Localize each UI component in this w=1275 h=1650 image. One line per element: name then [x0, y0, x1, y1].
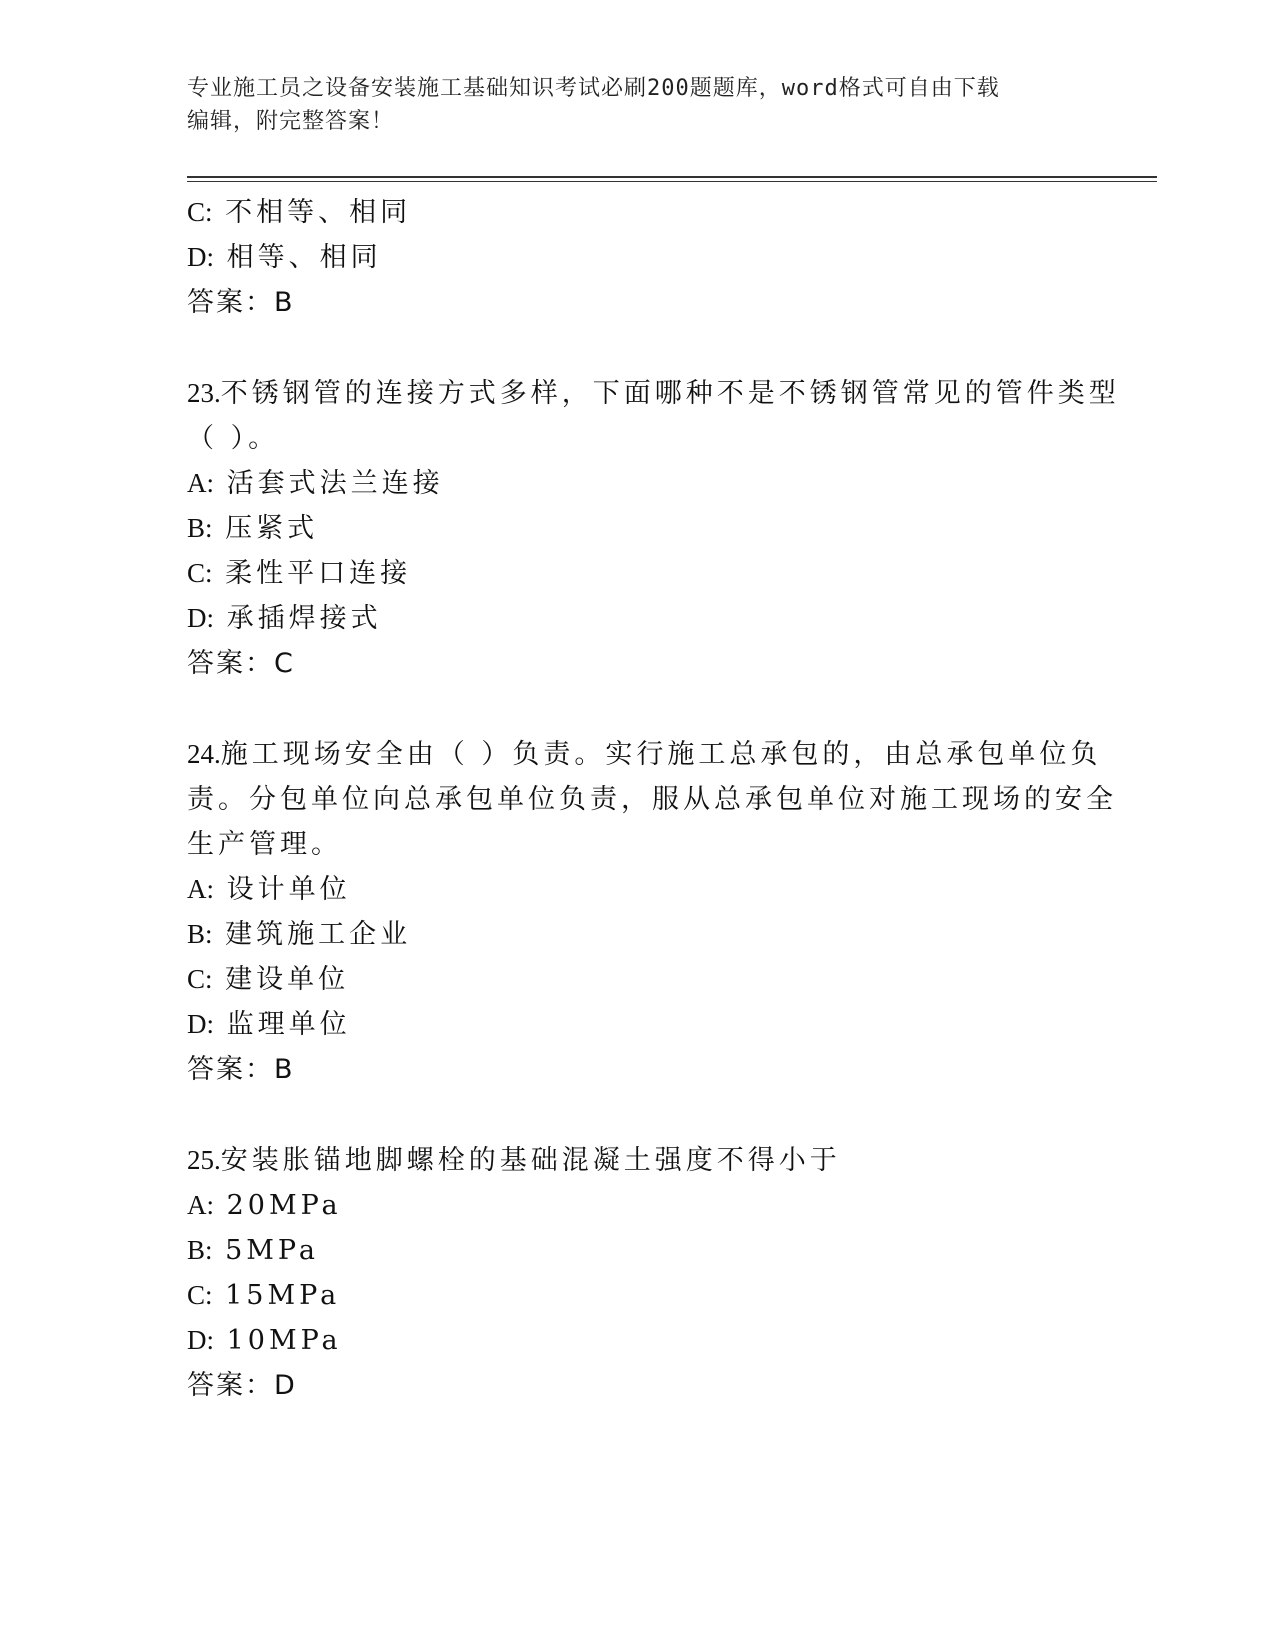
option-letter: D:: [187, 242, 214, 272]
option-letter: B:: [187, 513, 213, 543]
header-divider-thick: [187, 176, 1157, 178]
option-text: 设计单位: [226, 874, 351, 905]
option-letter: C:: [187, 197, 213, 227]
option-a: [187, 867, 1087, 912]
option-letter: B:: [187, 919, 213, 949]
option-text: 活套式法兰连接: [226, 468, 444, 499]
option-letter: D:: [187, 1325, 214, 1355]
option-text: 5MPa: [225, 1235, 319, 1266]
option-text: 不相等、相同: [225, 197, 412, 228]
option-a: [187, 1183, 1087, 1228]
question-text: 安装胀锚地脚螺栓的基础混凝土强度不得小于: [220, 1145, 841, 1176]
option-d: [187, 596, 1087, 641]
question-23: [187, 371, 1120, 686]
option-d: [187, 235, 1087, 280]
question-stem-line: 生产管理。: [187, 829, 342, 860]
option-d: [187, 1002, 1087, 1047]
question-24: [187, 732, 1117, 1092]
answer-line: 答案：C: [187, 648, 295, 679]
question-number: 25.: [187, 1145, 221, 1175]
question-stem-line: 责。分包单位向总承包单位负责，服从总承包单位对施工现场的安全: [187, 784, 1117, 815]
option-letter: C:: [187, 1280, 213, 1310]
option-c: [187, 957, 1087, 1002]
option-text: 压紧式: [225, 513, 319, 544]
option-letter: C:: [187, 558, 213, 588]
option-text: 15MPa: [225, 1280, 341, 1311]
answer-line: 答案：D: [187, 1370, 297, 1401]
question-stem-line: [187, 371, 1120, 416]
option-text: 承插焊接式: [226, 603, 382, 634]
header-title-line-1: 专业施工员之设备安装施工基础知识考试必刷200题题库，word格式可自由下载: [187, 76, 1000, 101]
option-b: [187, 506, 1087, 551]
option-d: [187, 1318, 1087, 1363]
option-letter: A:: [187, 1190, 214, 1220]
question-stem-line: [187, 732, 1102, 777]
option-letter: C:: [187, 964, 213, 994]
spacer: [187, 1092, 1087, 1138]
answer-line: 答案：B: [187, 1054, 295, 1085]
spacer: [187, 686, 1087, 732]
header-title-line-2: 编辑，附完整答案！: [187, 109, 395, 134]
option-text: 10MPa: [226, 1325, 342, 1356]
question-stem-line: [187, 1138, 1087, 1183]
question-number: 23.: [187, 378, 221, 408]
option-letter: D:: [187, 1009, 214, 1039]
option-c: [187, 551, 1087, 596]
option-letter: B:: [187, 1235, 213, 1265]
option-letter: A:: [187, 874, 214, 904]
option-letter: A:: [187, 468, 214, 498]
option-c: [187, 1273, 1087, 1318]
option-c: [187, 190, 1087, 235]
option-text: 建筑施工企业: [225, 919, 412, 950]
document-header: [187, 72, 1087, 138]
option-a: [187, 461, 1087, 506]
question-text: 不锈钢管的连接方式多样，下面哪种不是不锈钢管常见的管件类型: [220, 378, 1120, 409]
spacer: [187, 325, 1087, 371]
option-letter: D:: [187, 603, 214, 633]
answer-line: 答案：B: [187, 287, 295, 318]
question-25: [187, 1138, 1087, 1408]
option-text: 相等、相同: [226, 242, 382, 273]
question-content: [187, 190, 1120, 1408]
option-text: 20MPa: [226, 1190, 342, 1221]
option-text: 监理单位: [226, 1009, 351, 1040]
option-text: 柔性平口连接: [225, 558, 412, 589]
option-b: [187, 912, 1087, 957]
previous-question-tail: [187, 190, 1087, 325]
header-divider-thin: [187, 181, 1157, 182]
option-text: 建设单位: [225, 964, 350, 995]
question-text: 施工现场安全由（ ）负责。实行施工总承包的，由总承包单位负: [220, 739, 1102, 770]
question-stem-line: （ ）。: [187, 423, 280, 454]
question-number: 24.: [187, 739, 221, 769]
option-b: [187, 1228, 1087, 1273]
